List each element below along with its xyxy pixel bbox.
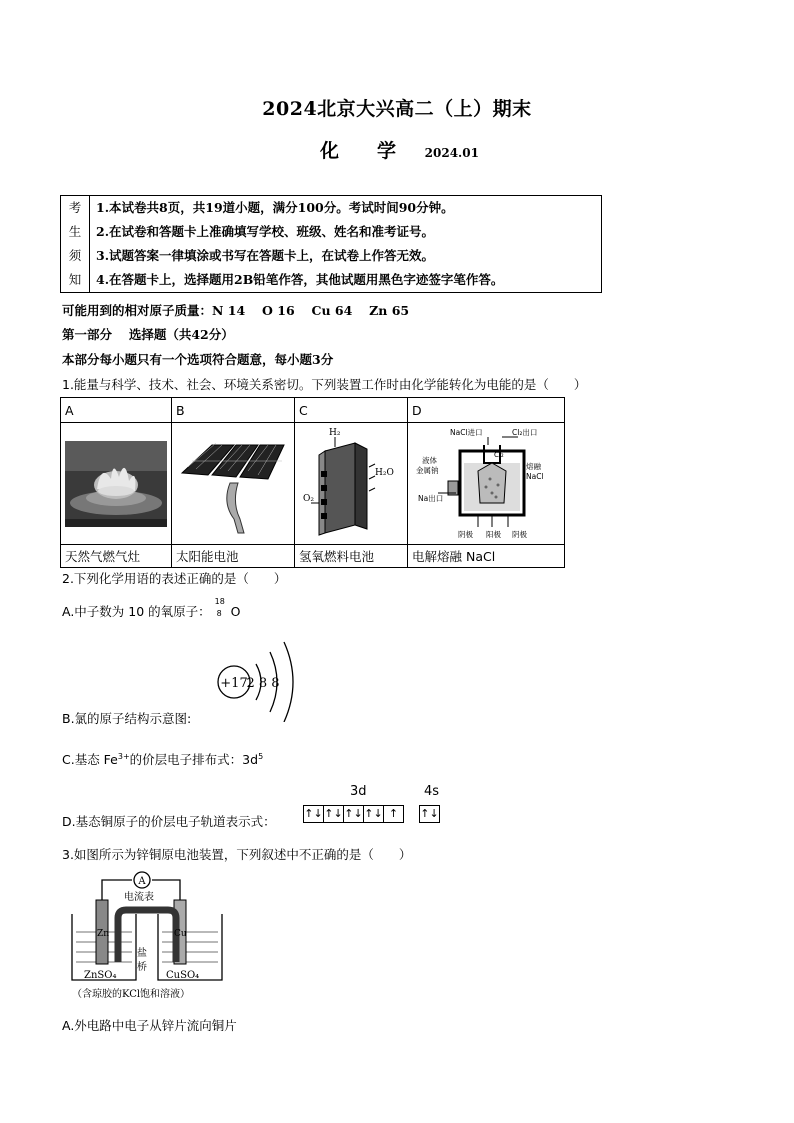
salt-bridge-caption: （含琼胶的KCl饱和溶液） — [72, 989, 191, 1000]
notice-label-char: 知 — [68, 272, 82, 287]
q3-stem: 3.如图所示为锌铜原电池装置，下列叙述中不正确的是（ ） — [62, 847, 412, 862]
option-letter: C — [295, 398, 408, 423]
label-3d: 3d — [350, 784, 367, 799]
zinc-electrode-label: Zn — [97, 929, 110, 939]
q2-d-text: D.基态铜原子的价层电子轨道表示式： — [62, 814, 276, 829]
notice-label-char: 须 — [68, 248, 82, 263]
cuso4-label: CuSO₄ — [166, 970, 200, 981]
d-electron-count: 5 — [258, 751, 264, 761]
orbital-box: ↑↓ — [303, 805, 324, 823]
notice-label — [61, 196, 90, 293]
q2-c-text-pre: C.基态 Fe — [62, 752, 118, 767]
salt-bridge-label-2: 桥 — [137, 962, 147, 973]
q2-stem: 2.下列化学用语的表述正确的是（ ） — [62, 571, 287, 586]
electron-shells: 2 8 8 — [246, 676, 280, 691]
option-a-image — [61, 423, 172, 545]
notice-items — [90, 196, 602, 293]
q2-option-c — [62, 750, 263, 768]
znso4-label: ZnSO₄ — [84, 970, 117, 981]
q2-option-a — [62, 597, 241, 620]
orbital-box: ↑↓ — [343, 805, 364, 823]
label-cl2: Cl₂ — [494, 451, 504, 459]
zinc-copper-cell-diagram — [66, 870, 246, 1004]
electrolysis-cell-illustration — [408, 423, 564, 541]
option-caption: 太阳能电池 — [172, 545, 295, 568]
exam-title: 2024北京大兴高二（上）期末 — [262, 98, 532, 120]
option-caption: 天然气燃气灶 — [61, 545, 172, 568]
label-molten-2: NaCl — [526, 472, 544, 481]
fuel-cell-h2-label: H₂ — [329, 428, 341, 438]
fuel-cell-h2o-label: H₂O — [375, 468, 394, 478]
option-letter: D — [408, 398, 565, 423]
orbital-box: ↑↓ — [419, 805, 440, 823]
option-c-image — [295, 423, 408, 545]
orbital-box: ↑↓ — [363, 805, 384, 823]
isotope-symbol: O — [230, 604, 241, 619]
notice-label-char: 生 — [68, 224, 82, 239]
q1-stem: 1.能量与科学、技术、社会、环境关系密切。下列装置工作时由化学能转化为电能的是（ ） — [62, 377, 587, 392]
chlorine-atom-diagram — [214, 638, 304, 722]
option-caption: 电解熔融 NaCl — [408, 545, 565, 568]
label-liquid-sodium: 液体 — [422, 456, 437, 465]
part-one-heading: 第一部分 选择题（共42分） — [62, 327, 234, 342]
label-nacl-inlet: NaCl进口 — [450, 428, 483, 437]
isotope-atomic-number: 8 — [216, 609, 222, 618]
notice-item: 3.试题答案一律填涂或书写在答题卡上，在试卷上作答无效。 — [96, 248, 435, 263]
gas-stove-illustration — [61, 423, 171, 541]
q2-option-d — [62, 812, 276, 830]
label-cathode-2: 阴极 — [512, 530, 527, 539]
orbital-diagram-4s — [420, 805, 440, 823]
label-cl2-outlet: Cl₂出口 — [512, 428, 538, 437]
q1-options-table — [60, 397, 565, 568]
label-na-outlet: Na出口 — [418, 494, 444, 503]
fe-charge: 3+ — [117, 751, 130, 761]
fuel-cell-o2-label: O₂ — [303, 494, 314, 504]
orbital-box: ↑ — [383, 805, 404, 823]
atomic-masses: 可能用到的相对原子质量：N 14 O 16 Cu 64 Zn 65 — [62, 303, 410, 318]
notice-label-char: 考 — [68, 200, 82, 215]
orbital-box: ↑↓ — [323, 805, 344, 823]
orbital-diagram-3d — [304, 805, 404, 823]
ammeter-label: 电流表 — [124, 892, 154, 903]
copper-electrode-label: Cu — [174, 929, 187, 939]
notice-item: 2.在试卷和答题卡上准确填写学校、班级、姓名和准考证号。 — [96, 224, 435, 239]
part-one-note: 本部分每小题只有一个选项符合题意，每小题3分 — [62, 352, 334, 367]
notice-table — [60, 195, 602, 293]
isotope-notation — [214, 597, 231, 620]
q2-b-text: B.氯的原子结构示意图: — [62, 711, 192, 726]
label-4s: 4s — [424, 784, 440, 799]
option-d-image — [408, 423, 565, 545]
nucleus-charge: +17 — [220, 676, 248, 691]
fuel-cell-illustration — [295, 423, 407, 541]
subject-name: 化 学 — [320, 140, 397, 162]
option-letter: A — [61, 398, 172, 423]
label-cathode: 阴极 — [458, 530, 473, 539]
solar-panel-illustration — [172, 423, 294, 541]
label-liquid-sodium-2: 金属钠 — [416, 466, 439, 475]
option-caption: 氢氧燃料电池 — [295, 545, 408, 568]
label-anode: 阳极 — [486, 530, 501, 539]
exam-date: 2024.01 — [424, 146, 479, 160]
salt-bridge-label: 盐 — [137, 948, 147, 959]
isotope-mass-number: 18 — [214, 597, 225, 606]
subject-line — [320, 136, 479, 163]
label-molten: 熔融 — [526, 462, 541, 471]
q2-c-text-post: 的价层电子排布式：3d — [129, 752, 259, 767]
q3-option-a: A.外电路中电子从锌片流向铜片 — [62, 1018, 237, 1033]
q2-a-text: A.中子数为 10 的氧原子： — [62, 604, 211, 619]
notice-item: 1.本试卷共8页，共19道小题，满分100分。考试时间90分钟。 — [96, 200, 454, 215]
option-letter: B — [172, 398, 295, 423]
notice-item: 4.在答题卡上，选择题用2B铅笔作答，其他试题用黑色字迹签字笔作答。 — [96, 272, 504, 287]
option-b-image — [172, 423, 295, 545]
ammeter-symbol: A — [138, 876, 146, 887]
